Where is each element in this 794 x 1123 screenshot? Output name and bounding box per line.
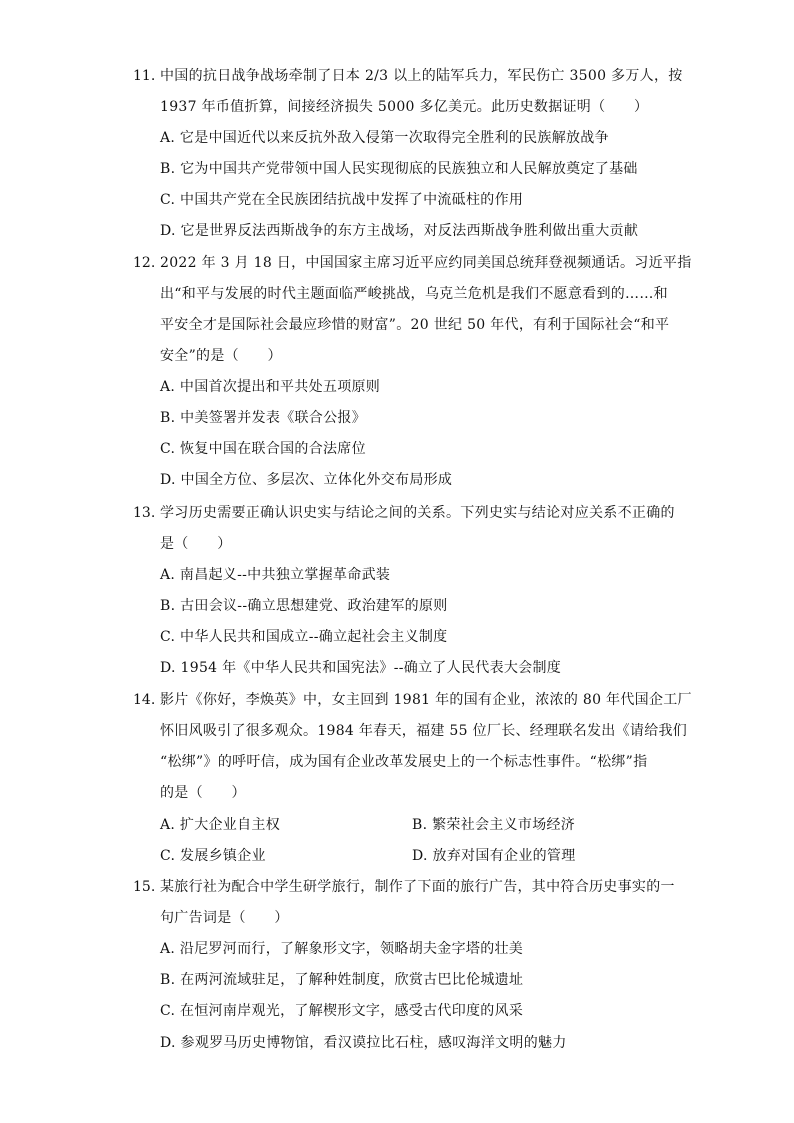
question-stem-line: 1937 年币值折算，间接经济损失 5000 多亿美元。此历史数据证明（ ） bbox=[160, 99, 649, 115]
option-d: D. 1954 年《中华人民共和国宪法》--确立了人民代表大会制度 bbox=[160, 660, 562, 676]
question-stem-line: 某旅行社为配合中学生研学旅行，制作了下面的旅行广告，其中符合历史事实的一 bbox=[160, 879, 675, 895]
question-number: 15. bbox=[133, 879, 156, 895]
question-stem-line: “松绑”》的呼吁信，成为国有企业改革发展史上的一个标志性事件。“松绑”指 bbox=[160, 754, 648, 770]
question-number: 11. bbox=[133, 68, 156, 84]
option-d: D. 放弃对国有企业的管理 bbox=[412, 848, 576, 864]
option-b: B. 古田会议--确立思想建党、政治建军的原则 bbox=[160, 598, 448, 614]
question-stem-line: 的是（ ） bbox=[160, 785, 246, 801]
question-number: 12. bbox=[133, 255, 156, 271]
option-a: A. 中国首次提出和平共处五项原则 bbox=[160, 379, 381, 395]
question-number: 14. bbox=[133, 692, 156, 708]
question-stem-line: 出“和平与发展的时代主题面临严峻挑战，乌克兰危机是我们不愿意看到的……和 bbox=[160, 286, 668, 302]
option-a: A. 沿尼罗河而行，了解象形文字，领略胡夫金字塔的壮美 bbox=[160, 941, 524, 957]
option-c: C. 恢复中国在联合国的合法席位 bbox=[160, 441, 366, 457]
question-number: 13. bbox=[133, 505, 156, 521]
question-stem-line: 平安全才是国际社会最应珍惜的财富”。20 世纪 50 年代，有利于国际社会“和平 bbox=[160, 317, 670, 333]
option-a: A. 扩大企业自主权 bbox=[160, 817, 281, 833]
option-a: A. 它是中国近代以来反抗外敌入侵第一次取得完全胜利的民族解放战争 bbox=[160, 130, 609, 146]
option-c: C. 在恒河南岸观光，了解楔形文字，感受古代印度的风采 bbox=[160, 1003, 524, 1019]
question-stem-line: 中国的抗日战争战场牵制了日本 2/3 以上的陆军兵力，军民伤亡 3500 多万人，按 bbox=[160, 68, 683, 84]
question-stem-line: 2022 年 3 月 18 日，中国国家主席习近平应约同美国总统拜登视频通话。习近平指 bbox=[160, 255, 692, 271]
option-d: D. 它是世界反法西斯战争的东方主战场，对反法西斯战争胜利做出重大贡献 bbox=[160, 223, 639, 239]
option-b: B. 在两河流域驻足，了解种姓制度，欣赏古巴比伦城遗址 bbox=[160, 972, 524, 988]
option-a: A. 南昌起义--中共独立掌握革命武装 bbox=[160, 567, 391, 583]
question-stem-line: 句广告词是（ ） bbox=[160, 910, 289, 926]
option-b: B. 繁荣社会主义市场经济 bbox=[412, 817, 576, 833]
option-b: B. 中美签署并发表《联合公报》 bbox=[160, 410, 366, 426]
question-stem-line: 影片《你好，李焕英》中，女主回到 1981 年的国有企业，浓浓的 80 年代国企工厂 bbox=[160, 692, 692, 708]
option-c: C. 发展乡镇企业 bbox=[160, 848, 266, 864]
option-c: C. 中华人民共和国成立--确立起社会主义制度 bbox=[160, 629, 448, 645]
option-b: B. 它为中国共产党带领中国人民实现彻底的民族独立和人民解放奠定了基础 bbox=[160, 161, 638, 177]
question-stem-line: 是（ ） bbox=[160, 536, 232, 552]
option-c: C. 中国共产党在全民族团结抗战中发挥了中流砥柱的作用 bbox=[160, 192, 524, 208]
question-stem-line: 学习历史需要正确认识史实与结论之间的关系。下列史实与结论对应关系不正确的 bbox=[160, 505, 675, 521]
option-d: D. 参观罗马历史博物馆，看汉谟拉比石柱，感叹海洋文明的魅力 bbox=[160, 1035, 567, 1051]
question-stem-line: 安全”的是（ ） bbox=[160, 348, 282, 364]
question-stem-line: 怀旧风吸引了很多观众。1984 年春天，福建 55 位厂长、经理联名发出《请给我们 bbox=[160, 723, 688, 739]
option-d: D. 中国全方位、多层次、立体化外交布局形成 bbox=[160, 472, 453, 488]
